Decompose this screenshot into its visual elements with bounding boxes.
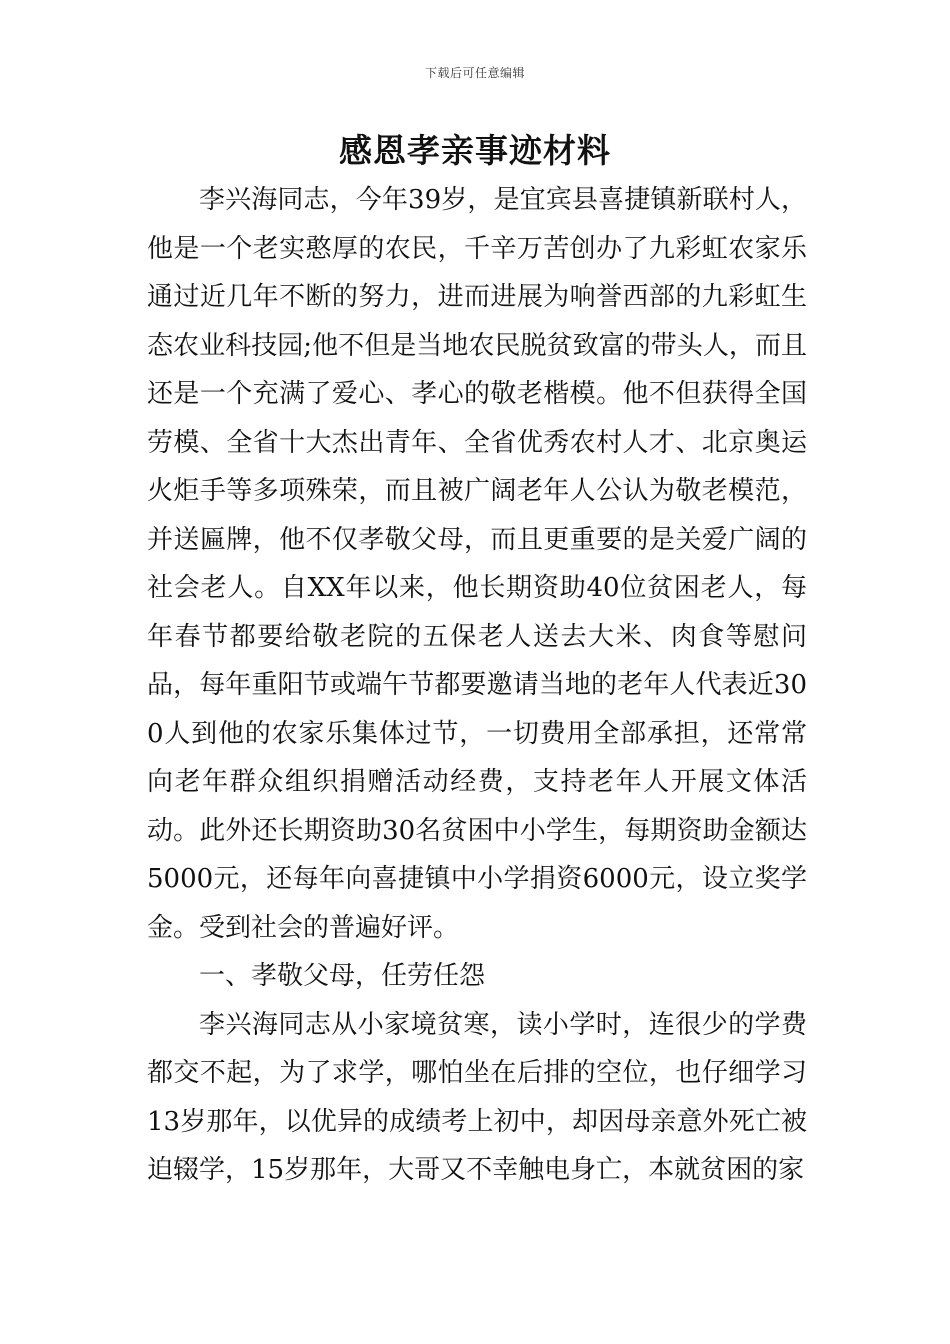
download-note: 下载后可任意编辑 — [424, 66, 525, 80]
paragraph-childhood: 李兴海同志从小家境贫寒，读小学时，连很少的学费都交不起，为了求学，哪怕坐在后排的空位，也仔细学习13岁那年，以优异的成绩考上初中，却因母亲意外死亡被迫辍学，15岁那年，大哥又不幸触电身亡，本就贫困的家 — [147, 1009, 807, 1185]
document-body — [147, 176, 807, 1195]
document-title: 感恩孝亲事迹材料 — [339, 131, 611, 170]
paragraph-intro: 李兴海同志，今年39岁，是宜宾县喜捷镇新联村人，他是一个老实憨厚的农民，千辛万苦创办了九彩虹农家乐通过近几年不断的努力，进而进展为响誉西部的九彩虹生态农业科技园;他不但是当地农民脱贫致富的带头人，而且还是一个充满了爱心、孝心的敬老楷模。他不但获得全国劳模、全省十大杰出青年、全省优秀农村人才、北京奥运火炬手等多项殊荣，而且被广阔老年人公认为敬老模范，并送匾牌，他不仅孝敬父母，而且更重要的是关爱广阔的社会老人。自XX年以来，他长期资助40位贫困老人，每年春节都要给敬老院的五保老人送去大米、肉食等慰问品，每年重阳节或端午节都要邀请当地的老年人代表近300人到他的农家乐集体过节，一切费用全部承担，还常常向老年群众组织捐赠活动经费，支持老年人开展文体活动。此外还长期资助30名贫困中小学生，每期资助金额达5000元，还每年向喜捷镇中小学捐资6000元，设立奖学金。受到社会的普遍好评。 — [147, 185, 807, 943]
section-heading: 一、孝敬父母，任劳任怨 — [199, 961, 486, 991]
